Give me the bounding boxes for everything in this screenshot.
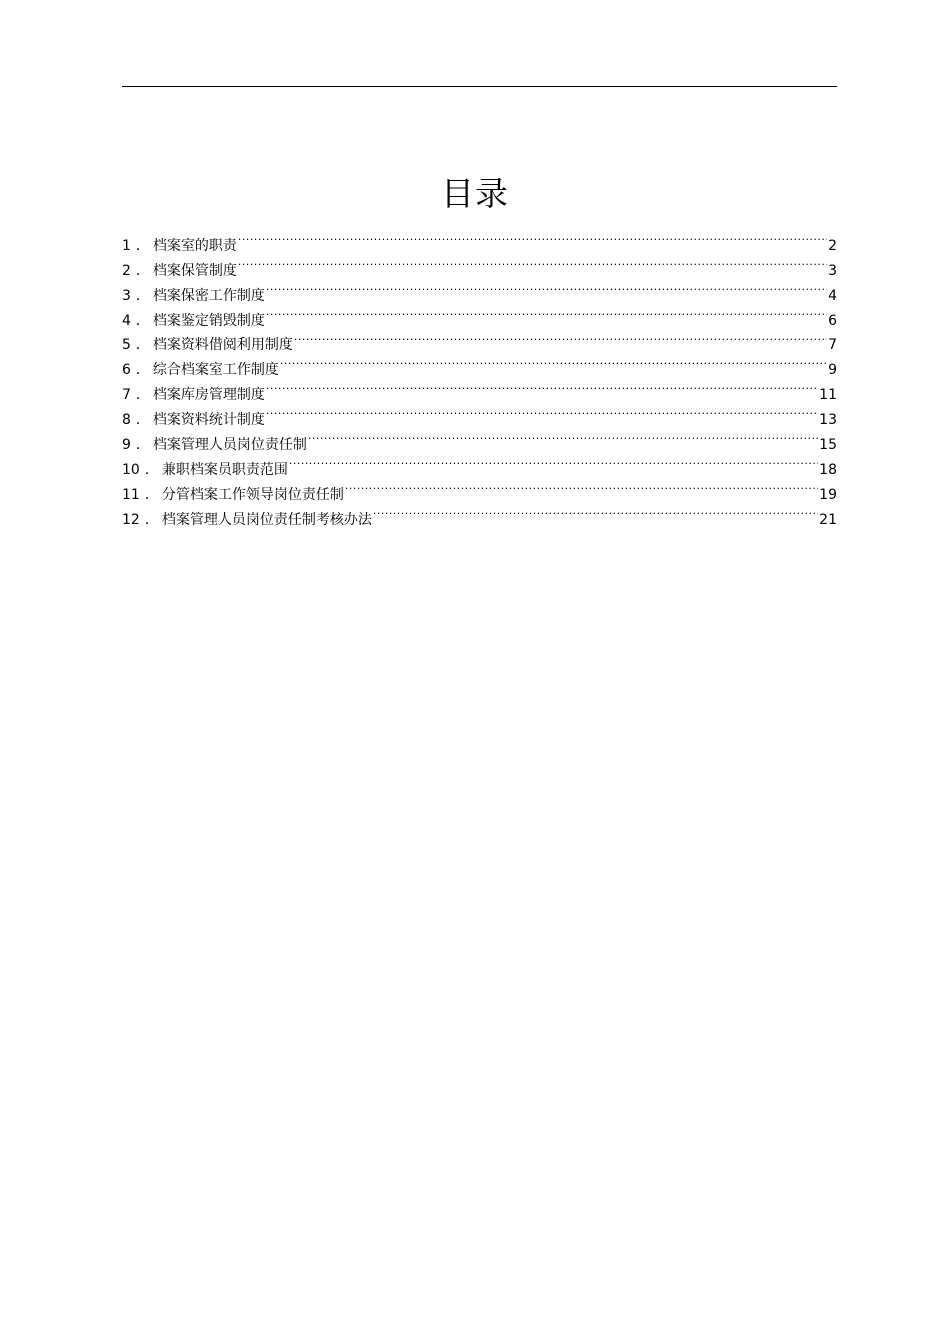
toc-entry-number: 3 [122,287,131,304]
toc-entry-page: 4 [828,287,837,304]
toc-entry-page: 18 [819,461,837,478]
toc-entry-label: 档案管理人员岗位责任制 [152,437,307,454]
toc-entry-page: 19 [819,486,837,503]
toc-entry-separator: ． [135,387,150,404]
toc-entry-leader [308,424,818,449]
toc-entry-separator: ． [144,461,159,478]
toc-entry-leader [266,399,818,424]
toc-entry-number: 5 [122,337,131,354]
toc-entry-separator: ． [135,287,150,304]
toc-entry-label: 分管档案工作领导岗位责任制 [161,486,344,503]
toc-entry-number: 6 [122,362,131,379]
toc-entry-number: 7 [122,387,131,404]
toc-entry-number: 12 [122,511,140,528]
toc-entry-page: 2 [828,237,837,254]
toc-entry-page: 7 [828,337,837,354]
toc-entry-leader [289,449,818,474]
toc-entry-leader [238,250,827,275]
toc-entry-page: 9 [828,362,837,379]
toc-entry-number: 9 [122,437,131,454]
toc-entry-label: 档案鉴定销毁制度 [152,312,265,329]
toc-entry-separator: ． [135,312,150,329]
toc-entry-leader [345,474,818,499]
toc-entry-label: 档案保密工作制度 [152,287,265,304]
toc-entry-separator: ． [135,412,150,429]
toc-entry-label: 档案管理人员岗位责任制考核办法 [161,511,372,528]
toc-entry-page: 21 [819,511,837,528]
toc-entry-number: 10 [122,461,140,478]
toc-entry-label: 兼职档案员职责范围 [161,461,288,478]
toc-entry-label: 档案保管制度 [152,262,237,279]
toc-entry-label: 综合档案室工作制度 [152,362,279,379]
toc-title: 目录 [441,174,509,214]
header-rule [122,86,837,87]
toc-entry-label: 档案资料借阅利用制度 [152,337,293,354]
toc-entry-leader [373,499,818,524]
toc-entry-separator: ． [144,486,159,503]
toc-entry-page: 3 [828,262,837,279]
toc-entry-label: 档案室的职责 [152,237,237,254]
toc-entry-leader [294,325,827,350]
toc-entry-leader [238,225,827,250]
toc-entry-page: 15 [819,437,837,454]
toc-entry-number: 4 [122,312,131,329]
toc-entry-number: 8 [122,412,131,429]
toc-entry-leader [266,275,827,300]
toc-entry-separator: ． [135,237,150,254]
toc-entry-label: 档案库房管理制度 [152,387,265,404]
toc-entry-page: 6 [828,312,837,329]
toc-entry-page: 13 [819,412,837,429]
toc-entry-number: 11 [122,486,140,503]
toc-entry-number: 2 [122,262,131,279]
toc-entry-leader [266,374,818,399]
toc-entry-separator: ． [144,511,159,528]
toc-entry-leader [280,349,827,374]
toc-entry-separator: ． [135,437,150,454]
toc-entry-page: 11 [819,387,837,404]
toc-entry-number: 1 [122,237,131,254]
toc-entry-leader [266,300,827,325]
toc-entry-separator: ． [135,362,150,379]
toc-entry-separator: ． [135,262,150,279]
toc-entry-label: 档案资料统计制度 [152,412,265,429]
toc-entry[interactable] [122,225,837,254]
toc-entry-separator: ． [135,337,150,354]
toc-list [122,225,837,528]
